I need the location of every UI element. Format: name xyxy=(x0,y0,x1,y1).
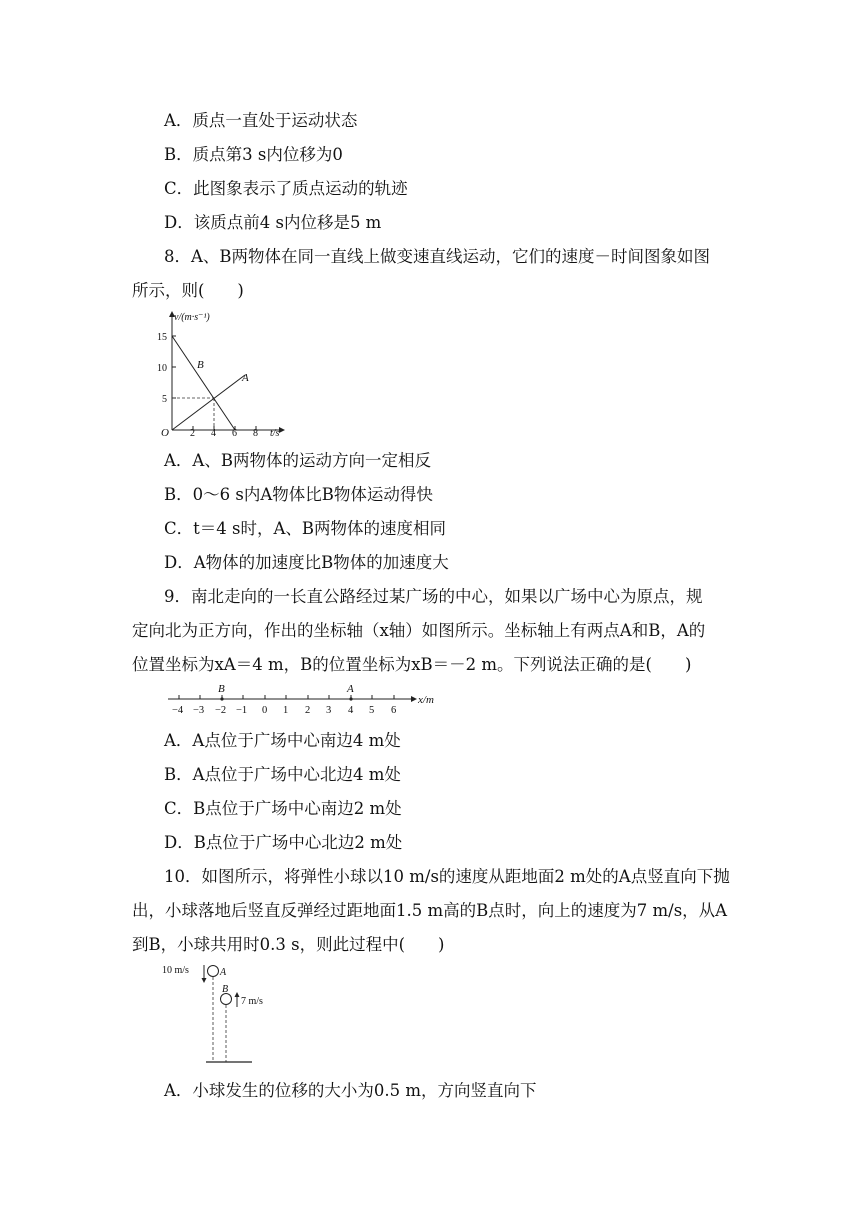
tick-label: −3 xyxy=(193,705,205,716)
tick-label: 1 xyxy=(283,705,289,716)
q7-option-a: A．质点一直处于运动状态 xyxy=(164,111,358,130)
tick-label: 4 xyxy=(348,705,354,716)
axis-unit-label: x/m xyxy=(418,694,434,706)
ball-a xyxy=(208,966,219,977)
speed-down-label: 10 m/s xyxy=(162,965,189,976)
ball-b xyxy=(221,994,232,1005)
q8-option-d: D．A物体的加速度比B物体的加速度大 xyxy=(164,553,449,572)
point-a-label: A xyxy=(220,967,227,978)
tick-label: 2 xyxy=(305,705,311,716)
q9-stem-line2: 定向北为正方向，作出的坐标轴（x轴）如图所示。坐标轴上有两点A和B，A的 xyxy=(132,621,706,640)
x-tick-2: 2 xyxy=(190,428,195,439)
y-tick-10: 10 xyxy=(157,363,167,374)
point-b-label: B xyxy=(218,683,225,695)
x-tick-8: 8 xyxy=(253,428,258,439)
q8-velocity-time-graph xyxy=(150,306,290,442)
q8-option-c: C．t＝4 s时，A、B两物体的速度相同 xyxy=(164,519,447,538)
q9-option-a: A．A点位于广场中心南边4 m处 xyxy=(164,731,401,750)
q8-stem-line1: 8．A、B两物体在同一直线上做变速直线运动，它们的速度－时间图象如图 xyxy=(164,247,711,266)
tick-label: 3 xyxy=(326,705,332,716)
tick-label: 0 xyxy=(262,705,268,716)
q9-option-d: D．B点位于广场中心北边2 m处 xyxy=(164,833,403,852)
tick-label: −4 xyxy=(172,705,184,716)
point-b-label: B xyxy=(222,984,229,995)
q8-stem-line2: 所示，则( ) xyxy=(132,281,244,300)
q10-ball-figure xyxy=(160,958,270,1070)
q10-stem-line1: 10．如图所示，将弹性小球以10 m/s的速度从距地面2 m处的A点竖直向下抛 xyxy=(164,867,730,886)
line-b-label: B xyxy=(197,359,204,371)
q9-number-line xyxy=(162,680,452,720)
q10-stem-line3: 到B，小球共用时0.3 s，则此过程中( ) xyxy=(132,935,445,954)
tick-label: 5 xyxy=(369,705,375,716)
q9-option-b: B．A点位于广场中心北边4 m处 xyxy=(164,765,401,784)
tick-label: −1 xyxy=(236,705,248,716)
tick-label: −2 xyxy=(215,705,227,716)
origin-label: O xyxy=(161,427,169,439)
x-tick-4: 4 xyxy=(211,428,216,439)
y-tick-15: 15 xyxy=(157,332,167,343)
line-a xyxy=(172,375,245,430)
point-a-label: A xyxy=(347,683,354,695)
x-axis-label: t/s xyxy=(270,428,280,439)
q8-option-a: A．A、B两物体的运动方向一定相反 xyxy=(164,451,431,470)
line-a-label: A xyxy=(242,372,249,384)
q7-option-c: C．此图象表示了质点运动的轨迹 xyxy=(164,179,408,198)
speed-up-label: 7 m/s xyxy=(241,996,263,1007)
q9-option-c: C．B点位于广场中心南边2 m处 xyxy=(164,799,402,818)
q10-stem-line2: 出，小球落地后竖直反弹经过距地面1.5 m高的B点时，向上的速度为7 m/s，从A xyxy=(132,901,728,920)
q9-stem-line3: 位置坐标为xA＝4 m，B的位置坐标为xB＝－2 m。下列说法正确的是( ) xyxy=(132,655,692,674)
x-tick-6: 6 xyxy=(232,428,237,439)
line-b xyxy=(172,336,235,430)
q9-stem-line1: 9．南北走向的一长直公路经过某广场的中心，如果以广场中心为原点，规 xyxy=(164,587,703,606)
tick-label: 6 xyxy=(391,705,397,716)
q7-option-d: D．该质点前4 s内位移是5 m xyxy=(164,213,382,232)
y-axis-label: v/(m·s⁻¹) xyxy=(174,312,210,323)
q7-option-b: B．质点第3 s内位移为0 xyxy=(164,145,343,164)
q8-option-b: B．0～6 s内A物体比B物体运动得快 xyxy=(164,485,433,504)
y-tick-5: 5 xyxy=(162,394,167,405)
q10-option-a: A．小球发生的位移的大小为0.5 m，方向竖直向下 xyxy=(164,1081,537,1100)
